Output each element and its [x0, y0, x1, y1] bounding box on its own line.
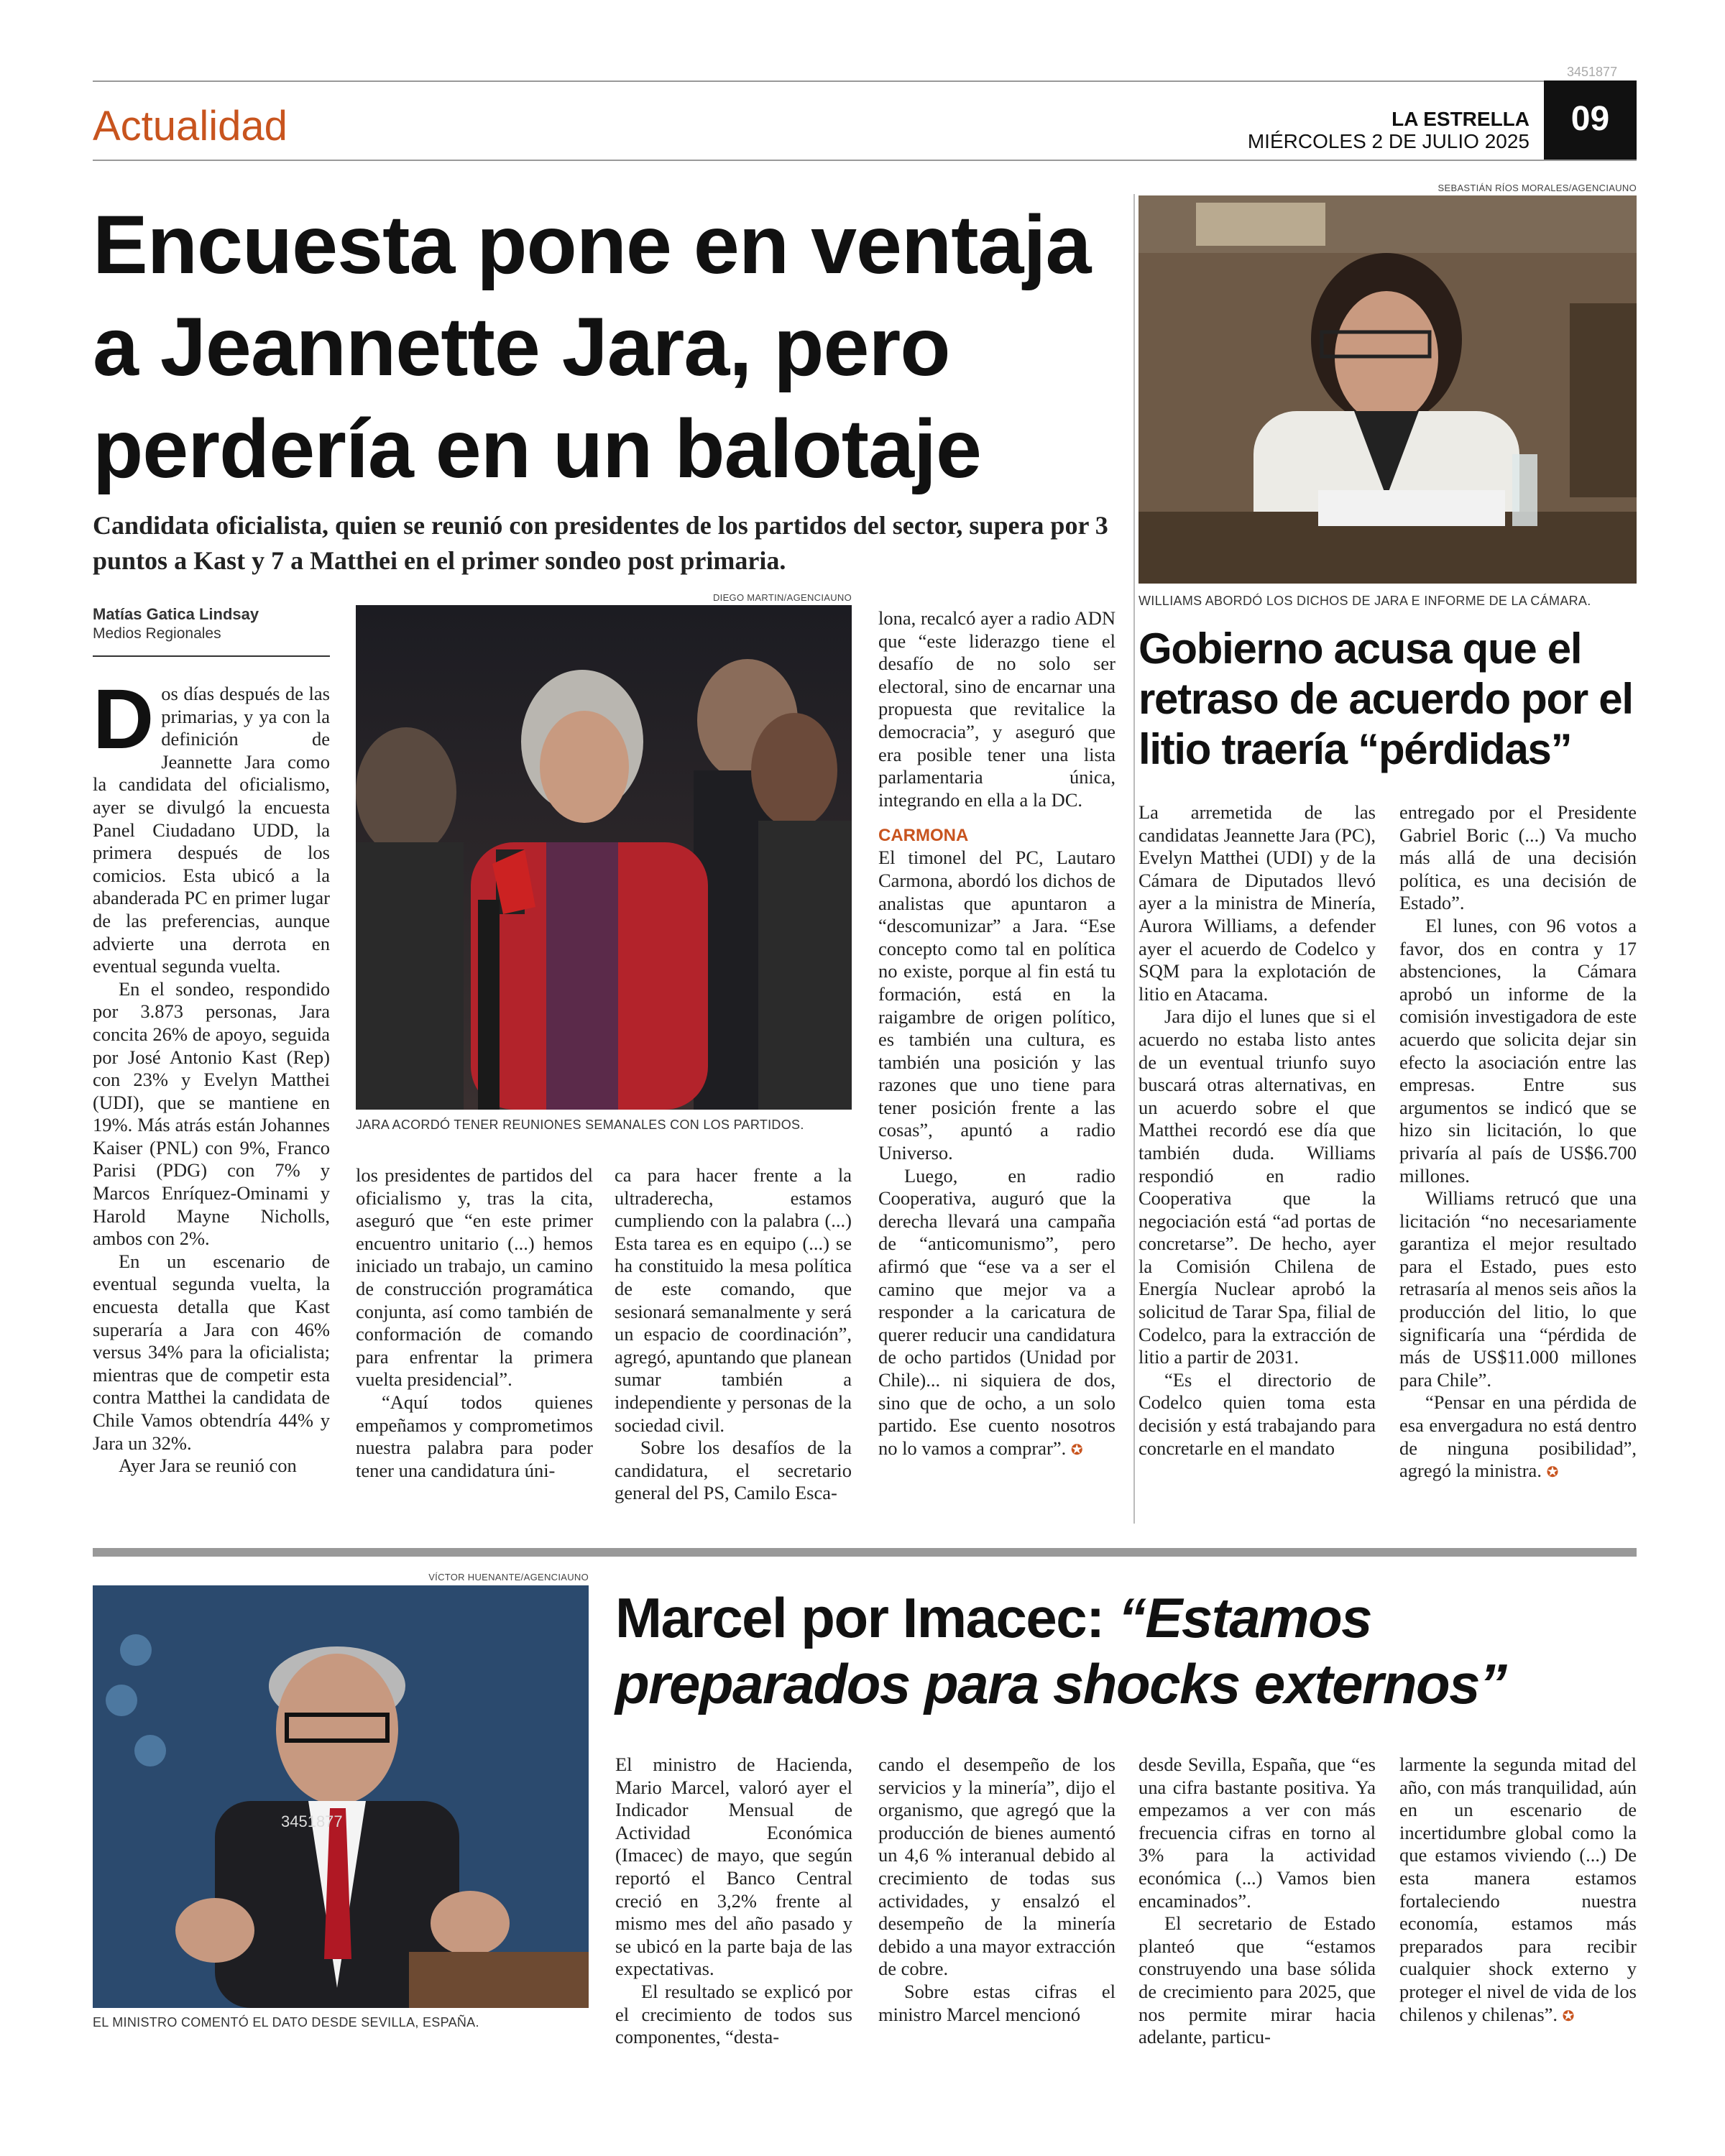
- bottom-col-3: desde Sevilla, España, que “es una cifra bastante positiva. Ya empezamos a ver con más frecuencia cifras en torno al 3% para la actividad económica (...) Vamos bien encaminados”. El secretario de Estado planteó que “estamos construyendo una base sólida de crecimiento para 2025, que nos permite mirar hacia adelante, particu-: [1138, 1754, 1376, 2048]
- bottom-photo-credit: VÍCTOR HUENANTE/AGENCIAUNO: [428, 1572, 589, 1583]
- main-photo: [356, 605, 852, 1110]
- side-photo-caption: WILLIAMS ABORDÓ LOS DICHOS DE JARA E INFORME DE LA CÁMARA.: [1138, 594, 1591, 608]
- newspaper-name: LA ESTRELLA: [1392, 108, 1530, 130]
- ref-number: 3451877: [1567, 65, 1618, 79]
- issue-date: MIÉRCOLES 2 DE JULIO 2025: [1247, 130, 1530, 152]
- bottom-photo: [93, 1585, 589, 2008]
- author-org: Medios Regionales: [93, 625, 221, 642]
- bottom-col-4: larmente la segunda mitad del año, con más tranquilidad, aún en un escenario de incertidumbre global como la que estamos viviendo (...) De esta manera estamos fortaleciendo nuestra economía, estamos más preparados para recibir cualquier shock externo y proteger el nivel de vida de los chilenos y chilenas”. ✪: [1399, 1754, 1637, 2025]
- bottom-photo-caption: EL MINISTRO COMENTÓ EL DATO DESDE SEVILLA, ESPAÑA.: [93, 2015, 479, 2030]
- williams-at-desk-photo-icon: [1138, 195, 1637, 584]
- header-bottom-rule: [93, 160, 1637, 161]
- page-number: 09: [1570, 100, 1610, 138]
- bottom-headline: Marcel por Imacec: “Estamos preparados para shocks externos”: [615, 1586, 1506, 1715]
- side-headline: Gobierno acusa que el retraso de acuerdo por el litio traería “pérdidas”: [1138, 625, 1633, 773]
- main-photo-credit: DIEGO MARTIN/AGENCIAUNO: [712, 592, 852, 603]
- section-divider-bar: [93, 1548, 1637, 1557]
- end-mark-icon: ✪: [1070, 1440, 1083, 1458]
- main-col-3: ca para hacer frente a la ultraderecha, estamos cumpliendo con la palabra (...) Esta tarea es en equipo (...) se ha constituido la mesa política de este comando, que sesionará semanalmente y será un espacio de coordinación”, agregó, apuntando que planean sumar también a independiente y personas de la sociedad civil. Sobre los desafíos de la candidatura, el secretario general del PS, Camilo Esca-: [615, 1164, 852, 1504]
- photo-watermark: 3451877: [281, 1812, 343, 1830]
- main-deck: Candidata oficialista, quien se reunió con presidentes de los partidos del sector, supera por 3 puntos a Kast y 7 a Matthei en el primer sondeo post primaria.: [93, 511, 1108, 575]
- column-divider: [1133, 194, 1135, 1524]
- author-name: Matías Gatica Lindsay: [93, 605, 259, 623]
- side-photo-credit: SEBASTIÁN RÍOS MORALES/AGENCIAUNO: [1438, 183, 1637, 193]
- main-col-4: lona, recalcó ayer a radio ADN que “este liderazgo tiene el desafío de no solo ser electoral, sino de encarnar una propuesta que revitalice la democracia”, y aseguró que era posible tener una lista parlamentaria única, integrando en ella a la DC. CARMONA El timonel del PC, Lautaro Carmona, abordó los dichos de analistas que apuntaron a “descomunizar” a Jara. “Ese concepto como tal en política no existe, porque al fin está tu formación, está en la raigambre de origen político, es también una cultura, es también una posición y las razones que uno tiene para tener posición frente a las cosas”, apuntó a radio Universo. Luego, en radio Cooperativa, auguró que la derecha llevará una campaña de “anticomunismo”, pero afirmó que “ese va a ser el camino que mejor va a responder a la caricatura de querer reducir una candidatura de ocho partidos (Unidad por Chile)... ni siquiera de dos, sino que de ocho, a un solo partido. Ese cuento nosotros no lo vamos a comprar”. ✪: [878, 607, 1116, 1459]
- main-photo-caption: JARA ACORDÓ TENER REUNIONES SEMANALES CON LOS PARTIDOS.: [356, 1118, 804, 1132]
- main-col-1: Dos días después de las primarias, y ya con la definición de Jeannette Jara como la candidata del oficialismo, ayer se divulgó la encuesta Panel Ciudadano UDD, la primera después de los comicios. Esta ubicó a la abanderada PC en primer lugar de las preferencias, aunque advierte una derrota en eventual segunda vuelta. En el sondeo, respondido por 3.873 personas, Jara concita 26% de apoyo, seguida por José Antonio Kast (Rep) con 23% y Evelyn Matthei (UDI), que se mantiene en 19%. Más atrás están Johannes Kaiser (PNL) con 9%, Franco Parisi (PDG) con 7% y Marcos Enríquez-Ominami y Harold Mayne Nicholls, ambos con 2%. En un escenario de eventual segunda vuelta, la encuesta detalla que Kast superaría a Jara con 46% versus 34% para la oficialista; mientras que de competir esta contra Matthei la candidata de Chile Vamos obtendría 44% y Jara un 32%. Ayer Jara se reunió con: [93, 672, 330, 1477]
- side-col-1: La arremetida de las candidatas Jeannette Jara (PC), Evelyn Matthei (UDI) y de la Cámara de Diputados llevó ayer a la ministra de Minería, Aurora Williams, a defender ayer el acuerdo de Codelco y SQM para la explotación de litio en Atacama. Jara dijo el lunes que si el acuerdo no estaba listo antes de un eventual triunfo suyo buscará otras alternativas, en un acuerdo sobre el que Matthei recordó ese día que también duda. Williams respondió en radio Cooperativa que la negociación está “ad portas de concretarse”. De hecho, ayer la Comisión Chilena de Energía Nuclear aprobó la solicitud de Tarar Spa, filial de Codelco, para la extracción de litio a partir de 2031. “Es el directorio de Codelco quien toma esta decisión y está trabajando para concretarle en el mandato: [1138, 801, 1376, 1459]
- bottom-col-1: El ministro de Hacienda, Mario Marcel, valoró ayer el Indicador Mensual de Actividad Económica (Imacec) de mayo, que según reportó el Banco Central creció en 3,2% frente al mismo mes del año pasado y se ubicó en la parte baja de las expectativas. El resultado se explicó por el crecimiento de todos sus componentes, “desta-: [615, 1754, 852, 2048]
- marcel-speaking-photo-icon: [93, 1585, 589, 2008]
- side-photo: [1138, 195, 1637, 584]
- main-headline: Encuesta pone en ventaja a Jeannette Jara, pero perdería en un balotaje: [93, 199, 1091, 495]
- top-rule: [93, 80, 1637, 82]
- end-mark-icon: ✪: [1546, 1463, 1559, 1481]
- jara-speaking-photo-icon: [356, 605, 852, 1110]
- side-col-2: entregado por el Presidente Gabriel Boric (...) Va mucho más allá de una decisión política, es una decisión de Estado”. El lunes, con 96 votos a favor, dos en contra y 17 abstenciones, la Cámara aprobó un informe de la comisión investigadora de este acuerdo que solicita dejar sin efecto la asociación entre las empresas. Entre sus argumentos se indicó que se hizo sin licitación, lo que privaría al país de US$6.700 millones. Williams retrucó que una licitación “no necesariamente garantiza el mejor resultado para el Estado, pues esto retrasaría al menos seis años la producción del litio, lo que significaría una “pérdida de más de US$11.000 millones para Chile”. “Pensar en una pérdida de esa envergadura no está dentro de ninguna posibilidad”, agregó la ministra. ✪: [1399, 801, 1637, 1482]
- section-label: Actualidad: [93, 103, 288, 149]
- main-col-2: los presidentes de partidos del oficialismo y, tras la cita, aseguró que “en este primer encuentro unitario (...) hemos iniciado un trabajo, un camino de construcción programática conjunta, así como también de conformación de comando para enfrentar la primera vuelta presidencial”. “Aquí todos quienes empeñamos y comprometimos nuestra palabra para poder tener una candidatura úni-: [356, 1164, 593, 1481]
- author-rule: [93, 655, 330, 657]
- subhead-carmona: CARMONA: [878, 826, 969, 846]
- bottom-col-2: cando el desempeño de los servicios y la minería”, dijo el organismo, que agregó que la producción de bienes aumentó un 4,6 % interanual debido al crecimiento de todas sus actividades, y ensalzó el desempeño de la minería debido a una mayor extracción de cobre. Sobre estas cifras el ministro Marcel mencionó: [878, 1754, 1116, 2025]
- dropcap: D: [93, 672, 155, 767]
- end-mark-icon: ✪: [1562, 2007, 1575, 2024]
